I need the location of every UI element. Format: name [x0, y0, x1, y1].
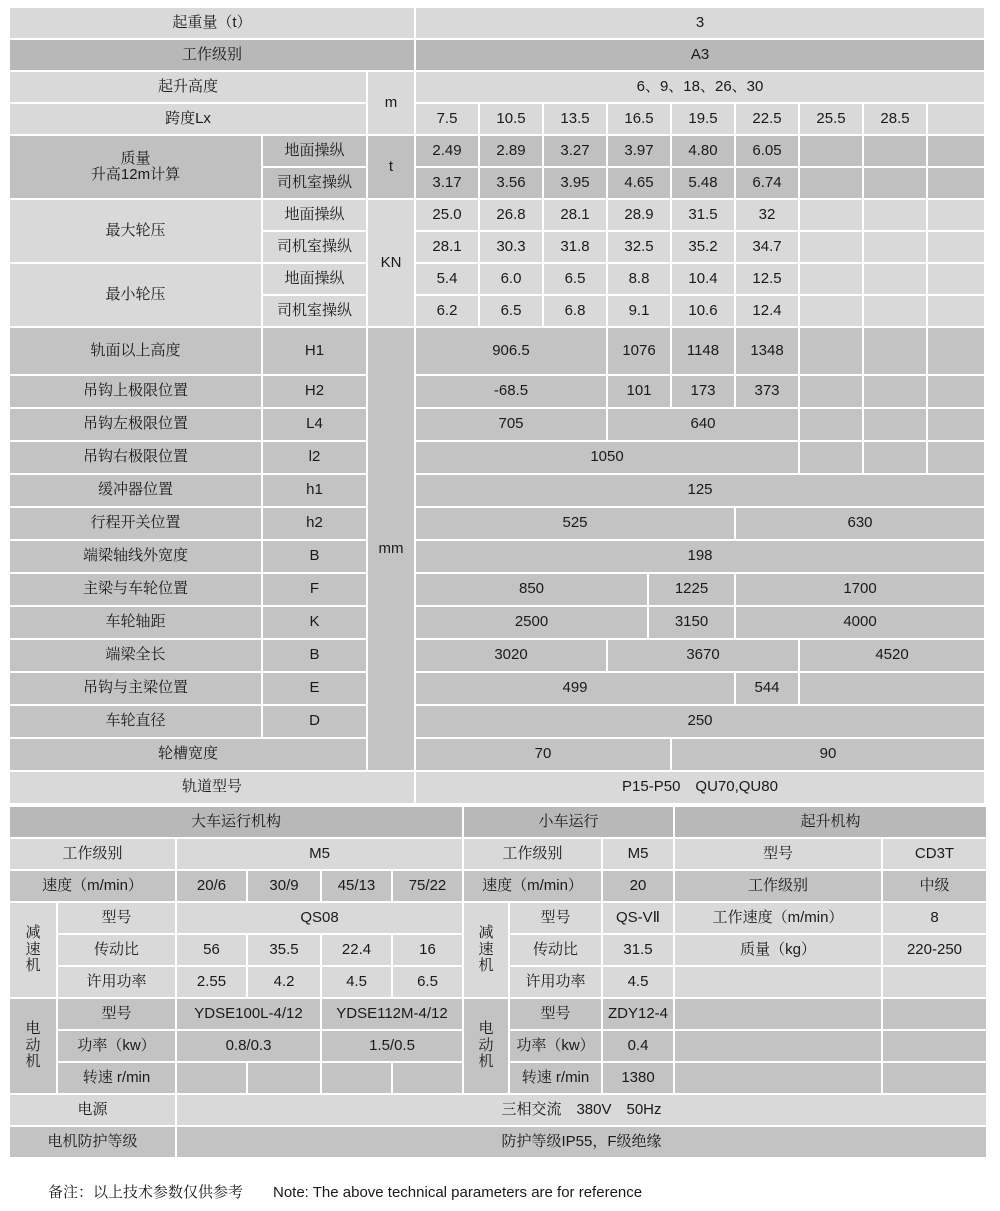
empty-cell — [864, 409, 926, 440]
value-cell: 2.49 — [416, 136, 478, 166]
row-label: 电源 — [10, 1095, 175, 1125]
value-cell: 5.48 — [672, 168, 734, 198]
value-cell: 1700 — [736, 574, 984, 605]
value-cell: 28.9 — [608, 200, 670, 230]
empty-cell — [800, 232, 862, 262]
empty-cell — [322, 1063, 391, 1093]
empty-cell — [864, 136, 926, 166]
symbol-cell: H2 — [263, 376, 366, 407]
row-label: 工作速度（m/min） — [675, 903, 881, 933]
value-cell: 906.5 — [416, 328, 606, 374]
value-cell: 45/13 — [322, 871, 391, 901]
empty-cell — [675, 999, 881, 1029]
value-cell: 250 — [416, 706, 984, 737]
value-cell: 0.8/0.3 — [177, 1031, 320, 1061]
value-cell: 525 — [416, 508, 734, 539]
row-label: 传动比 — [58, 935, 175, 965]
row-label: 许用功率 — [58, 967, 175, 997]
value-cell: 2.89 — [480, 136, 542, 166]
empty-cell — [393, 1063, 462, 1093]
value-cell: 90 — [672, 739, 984, 770]
value-cell: 70 — [416, 739, 670, 770]
row-label: 许用功率 — [510, 967, 601, 997]
value-cell: M5 — [603, 839, 673, 869]
value-cell: -68.5 — [416, 376, 606, 407]
row-label: 工作级别 — [10, 40, 414, 70]
value-cell: 4.2 — [248, 967, 320, 997]
empty-cell — [800, 328, 862, 374]
row-label: 电机防护等级 — [10, 1127, 175, 1157]
value-cell: 4520 — [800, 640, 984, 671]
value-cell: YDSE100L-4/12 — [177, 999, 320, 1029]
row-label: 吊钩上极限位置 — [10, 376, 261, 407]
empty-cell — [928, 200, 984, 230]
row-label: 功率（kw） — [58, 1031, 175, 1061]
value-cell: YDSE112M-4/12 — [322, 999, 462, 1029]
row-label: 吊钩左极限位置 — [10, 409, 261, 440]
value-cell: 3.56 — [480, 168, 542, 198]
value-cell: P15-P50 QU70,QU80 — [416, 772, 984, 803]
value-cell: 19.5 — [672, 104, 734, 134]
value-cell: 20/6 — [177, 871, 246, 901]
value-cell: 3020 — [416, 640, 606, 671]
vertical-group-label-gearbox: 减 速 机 — [10, 903, 56, 997]
value-cell: 6.5 — [480, 296, 542, 326]
row-label: 工作级别 — [675, 871, 881, 901]
value-cell: 三相交流 380V 50Hz — [177, 1095, 986, 1125]
value-cell: 544 — [736, 673, 798, 704]
empty-cell — [928, 232, 984, 262]
value-cell: 198 — [416, 541, 984, 572]
empty-cell — [928, 328, 984, 374]
symbol-cell: L4 — [263, 409, 366, 440]
empty-cell — [883, 967, 986, 997]
symbol-cell: h1 — [263, 475, 366, 506]
value-cell: 373 — [736, 376, 798, 407]
empty-cell — [800, 376, 862, 407]
value-cell: 22.4 — [322, 935, 391, 965]
row-label: 工作级别 — [10, 839, 175, 869]
row-label: 转速 r/min — [58, 1063, 175, 1093]
value-cell: 56 — [177, 935, 246, 965]
empty-cell — [928, 264, 984, 294]
empty-cell — [248, 1063, 320, 1093]
sub-label: 司机室操纵 — [263, 232, 366, 262]
row-label: 转速 r/min — [510, 1063, 601, 1093]
section-header-trolley: 小车运行 — [464, 807, 673, 837]
value-cell: 8 — [883, 903, 986, 933]
symbol-cell: h2 — [263, 508, 366, 539]
value-cell: 防护等级IP55，F级绝缘 — [177, 1127, 986, 1157]
value-cell: 31.8 — [544, 232, 606, 262]
row-label: 型号 — [58, 999, 175, 1029]
section-header-hoist: 起升机构 — [675, 807, 986, 837]
vertical-group-label-motor: 电 动 机 — [464, 999, 508, 1093]
sub-label: 地面操纵 — [263, 264, 366, 294]
empty-cell — [800, 136, 862, 166]
row-label: 最小轮压 — [10, 264, 261, 326]
row-label: 质量（kg） — [675, 935, 881, 965]
empty-cell — [883, 1031, 986, 1061]
value-cell: 10.5 — [480, 104, 542, 134]
sub-label: 司机室操纵 — [263, 168, 366, 198]
value-cell: 1348 — [736, 328, 798, 374]
empty-cell — [864, 442, 926, 473]
value-cell: 30/9 — [248, 871, 320, 901]
value-cell: 220-250 — [883, 935, 986, 965]
value-cell: 30.3 — [480, 232, 542, 262]
empty-cell — [883, 1063, 986, 1093]
value-cell: 6.5 — [393, 967, 462, 997]
value-cell: A3 — [416, 40, 984, 70]
value-cell: 640 — [608, 409, 798, 440]
row-label: 端梁全长 — [10, 640, 261, 671]
section-header-gantry: 大车运行机构 — [10, 807, 462, 837]
value-cell: 16 — [393, 935, 462, 965]
row-label: 主梁与车轮位置 — [10, 574, 261, 605]
value-cell: 3.95 — [544, 168, 606, 198]
row-label: 速度（m/min） — [464, 871, 601, 901]
value-cell: 4.80 — [672, 136, 734, 166]
symbol-cell: B — [263, 640, 366, 671]
value-cell: 6.5 — [544, 264, 606, 294]
empty-cell — [864, 328, 926, 374]
value-cell: 28.1 — [416, 232, 478, 262]
value-cell: 850 — [416, 574, 647, 605]
row-label: 最大轮压 — [10, 200, 261, 262]
value-cell: 35.5 — [248, 935, 320, 965]
value-cell: 3670 — [608, 640, 798, 671]
symbol-cell: l2 — [263, 442, 366, 473]
symbol-cell: H1 — [263, 328, 366, 374]
row-label: 起重量（t） — [10, 8, 414, 38]
value-cell: 中级 — [883, 871, 986, 901]
value-cell: 32 — [736, 200, 798, 230]
value-cell: 8.8 — [608, 264, 670, 294]
main-spec-table — [10, 8, 984, 803]
unit-cell: m — [368, 72, 414, 134]
row-label: 吊钩右极限位置 — [10, 442, 261, 473]
value-cell: 1.5/0.5 — [322, 1031, 462, 1061]
value-cell: 6.0 — [480, 264, 542, 294]
value-cell: 31.5 — [672, 200, 734, 230]
row-label: 端梁轴线外宽度 — [10, 541, 261, 572]
row-label: 吊钩与主梁位置 — [10, 673, 261, 704]
value-cell: 1076 — [608, 328, 670, 374]
row-label: 缓冲器位置 — [10, 475, 261, 506]
value-cell: 35.2 — [672, 232, 734, 262]
value-cell: 1148 — [672, 328, 734, 374]
row-label: 车轮直径 — [10, 706, 261, 737]
value-cell: 3150 — [649, 607, 734, 638]
empty-cell — [800, 409, 862, 440]
row-label: 车轮轴距 — [10, 607, 261, 638]
value-cell: 6.2 — [416, 296, 478, 326]
empty-cell — [675, 967, 881, 997]
value-cell: 3.27 — [544, 136, 606, 166]
value-cell: 1380 — [603, 1063, 673, 1093]
empty-cell — [177, 1063, 246, 1093]
value-cell: 2.55 — [177, 967, 246, 997]
row-label: 质量 升高12m计算 — [10, 136, 261, 198]
value-cell: 4.65 — [608, 168, 670, 198]
value-cell: 20 — [603, 871, 673, 901]
symbol-cell: K — [263, 607, 366, 638]
value-cell: 6.8 — [544, 296, 606, 326]
row-label: 型号 — [675, 839, 881, 869]
empty-cell — [800, 264, 862, 294]
value-cell: 6.74 — [736, 168, 798, 198]
value-cell: 2500 — [416, 607, 647, 638]
value-cell: 12.5 — [736, 264, 798, 294]
row-label: 型号 — [58, 903, 175, 933]
value-cell: 6.05 — [736, 136, 798, 166]
value-cell: 3.17 — [416, 168, 478, 198]
row-label: 轨道型号 — [10, 772, 414, 803]
value-cell: 630 — [736, 508, 984, 539]
value-cell: 32.5 — [608, 232, 670, 262]
row-label: 起升高度 — [10, 72, 366, 102]
row-label: 轮槽宽度 — [10, 739, 366, 770]
empty-cell — [864, 296, 926, 326]
value-cell: 28.5 — [864, 104, 926, 134]
empty-cell — [800, 200, 862, 230]
value-cell: QS-VⅡ — [603, 903, 673, 933]
value-cell: 26.8 — [480, 200, 542, 230]
row-label: 工作级别 — [464, 839, 601, 869]
sub-label: 地面操纵 — [263, 200, 366, 230]
mechanism-table — [10, 807, 986, 1157]
value-cell: 25.0 — [416, 200, 478, 230]
value-cell: CD3T — [883, 839, 986, 869]
value-cell: 1225 — [649, 574, 734, 605]
empty-cell — [800, 442, 862, 473]
value-cell: 0.4 — [603, 1031, 673, 1061]
sub-label: 地面操纵 — [263, 136, 366, 166]
value-cell: ZDY12-4 — [603, 999, 673, 1029]
empty-cell — [928, 168, 984, 198]
empty-cell — [928, 409, 984, 440]
empty-cell — [675, 1063, 881, 1093]
value-cell: 173 — [672, 376, 734, 407]
unit-cell: mm — [368, 328, 414, 770]
empty-cell — [883, 999, 986, 1029]
value-cell: 28.1 — [544, 200, 606, 230]
value-cell: M5 — [177, 839, 462, 869]
value-cell: 4000 — [736, 607, 984, 638]
row-label: 功率（kw） — [510, 1031, 601, 1061]
value-cell: 499 — [416, 673, 734, 704]
empty-cell — [864, 264, 926, 294]
symbol-cell: B — [263, 541, 366, 572]
empty-cell — [928, 104, 984, 134]
empty-cell — [800, 168, 862, 198]
empty-cell — [675, 1031, 881, 1061]
empty-cell — [864, 168, 926, 198]
value-cell: 101 — [608, 376, 670, 407]
empty-cell — [800, 296, 862, 326]
value-cell: 3.97 — [608, 136, 670, 166]
value-cell: 16.5 — [608, 104, 670, 134]
vertical-group-label-motor: 电 动 机 — [10, 999, 56, 1093]
vertical-group-label-gearbox: 减 速 机 — [464, 903, 508, 997]
value-cell: 4.5 — [322, 967, 391, 997]
value-cell: 7.5 — [416, 104, 478, 134]
value-cell: 34.7 — [736, 232, 798, 262]
value-cell: 3 — [416, 8, 984, 38]
row-label: 行程开关位置 — [10, 508, 261, 539]
value-cell: 31.5 — [603, 935, 673, 965]
empty-cell — [928, 136, 984, 166]
value-cell: 25.5 — [800, 104, 862, 134]
empty-cell — [864, 376, 926, 407]
value-cell: 4.5 — [603, 967, 673, 997]
unit-cell: t — [368, 136, 414, 198]
unit-cell: KN — [368, 200, 414, 326]
value-cell: 13.5 — [544, 104, 606, 134]
row-label: 型号 — [510, 999, 601, 1029]
empty-cell — [864, 200, 926, 230]
row-label: 跨度Lx — [10, 104, 366, 134]
value-cell: 10.4 — [672, 264, 734, 294]
value-cell: 75/22 — [393, 871, 462, 901]
value-cell: 9.1 — [608, 296, 670, 326]
footnote: 备注：以上技术参数仅供参考 Note: The above technical parameters are for reference — [48, 1184, 643, 1201]
value-cell: 6、9、18、26、30 — [416, 72, 984, 102]
empty-cell — [800, 673, 984, 704]
value-cell: 10.6 — [672, 296, 734, 326]
empty-cell — [928, 376, 984, 407]
empty-cell — [864, 232, 926, 262]
symbol-cell: E — [263, 673, 366, 704]
value-cell: 12.4 — [736, 296, 798, 326]
row-label: 速度（m/min） — [10, 871, 175, 901]
value-cell: 1050 — [416, 442, 798, 473]
empty-cell — [928, 296, 984, 326]
value-cell: 5.4 — [416, 264, 478, 294]
value-cell: QS08 — [177, 903, 462, 933]
row-label: 轨面以上高度 — [10, 328, 261, 374]
row-label: 型号 — [510, 903, 601, 933]
sub-label: 司机室操纵 — [263, 296, 366, 326]
symbol-cell: F — [263, 574, 366, 605]
empty-cell — [928, 442, 984, 473]
symbol-cell: D — [263, 706, 366, 737]
value-cell: 125 — [416, 475, 984, 506]
value-cell: 705 — [416, 409, 606, 440]
value-cell: 22.5 — [736, 104, 798, 134]
row-label: 传动比 — [510, 935, 601, 965]
